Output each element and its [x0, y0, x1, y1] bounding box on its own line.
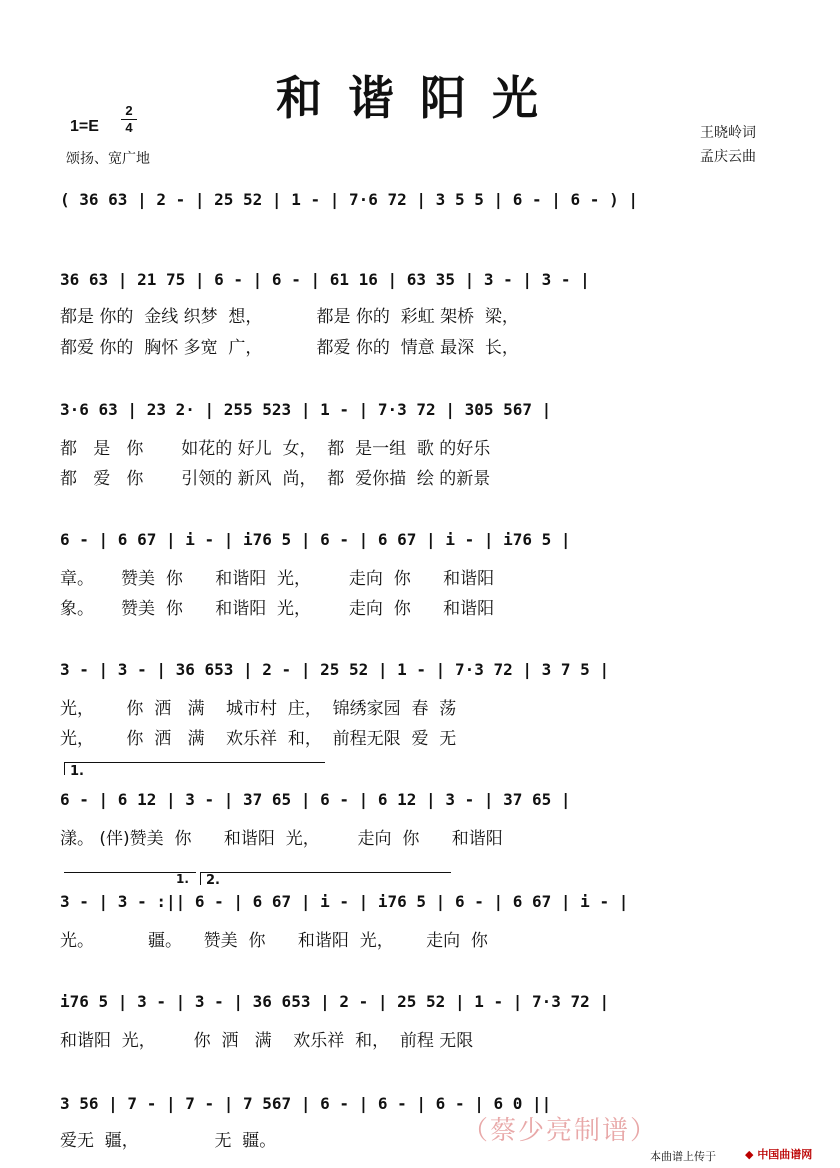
lyric-row-4-verse-2: 象。 赞美 你 和谐阳 光， 走向 你 和谐阳	[60, 599, 495, 619]
volta-1-bracket	[64, 762, 325, 775]
lyric-row-3-verse-1: 都 是 你 如花的 好儿 女， 都 是一组 歌 的好乐	[60, 439, 491, 459]
lyric-row-7: 光。 疆。 赞美 你 和谐阳 光， 走向 你	[60, 931, 488, 951]
notation-row-7: 3 - | 3 - :|| 6 - | 6 67 | i - | i76 5 | 6 - | 6 67 | i - |	[60, 892, 629, 911]
lyric-row-2-verse-1: 都是 你的 金线 织梦 想， 都是 你的 彩虹 架桥 梁，	[60, 307, 519, 327]
notation-row-6: 6 - | 6 12 | 3 - | 37 65 | 6 - | 6 12 | 3 - | 37 65 |	[60, 790, 571, 809]
site-logo-mark-icon: ◆	[745, 1148, 754, 1161]
lyric-row-2-verse-2: 都爱 你的 胸怀 多宽 广， 都爱 你的 情意 最深 长，	[60, 338, 519, 358]
meter-top: 2	[125, 103, 133, 118]
notation-row-9: 3 56 | 7 - | 7 - | 7 567 | 6 - | 6 - | 6 - | 6 0 ||	[60, 1094, 552, 1113]
song-title: 和谐阳光	[276, 71, 564, 125]
volta-2-label: 2.	[206, 873, 220, 888]
volta-1-label-second: 1.	[176, 872, 189, 886]
notation-row-8: i76 5 | 3 - | 3 - | 36 653 | 2 - | 25 52 | 1 - | 7·3 72 |	[60, 992, 610, 1011]
volta-1-label: 1.	[70, 764, 84, 779]
time-signature	[121, 104, 137, 135]
notation-row-2: 36 63 | 21 75 | 6 - | 6 - | 61 16 | 63 35 | 3 - | 3 - |	[60, 270, 590, 289]
meter-bottom: 4	[125, 120, 133, 135]
arranger-credit: （蔡少亮制谱）	[462, 1116, 659, 1146]
notation-row-3: 3·6 63 | 23 2· | 255 523 | 1 - | 7·3 72 | 305 567 |	[60, 400, 552, 419]
key-signature: 1=E	[70, 118, 99, 135]
composer-credit: 孟庆云曲	[700, 149, 756, 165]
notation-row-5: 3 - | 3 - | 36 653 | 2 - | 25 52 | 1 - | 7·3 72 | 3 7 5 |	[60, 660, 610, 679]
volta-2-bracket	[200, 872, 451, 885]
notation-row-4: 6 - | 6 67 | i - | i76 5 | 6 - | 6 67 | i - | i76 5 |	[60, 530, 571, 549]
upload-note: 本曲谱上传于	[650, 1150, 716, 1163]
lyric-row-4-verse-1: 章。 赞美 你 和谐阳 光， 走向 你 和谐阳	[60, 569, 495, 589]
site-logo	[745, 1146, 812, 1162]
tempo-marking: 颂扬、宽广地	[66, 151, 150, 167]
lyricist-credit: 王晓岭词	[700, 125, 756, 141]
lyric-row-3-verse-2: 都 爱 你 引领的 新风 尚， 都 爱你描 绘 的新景	[60, 469, 491, 489]
lyric-row-6: 漾。 (伴)赞美 你 和谐阳 光， 走向 你 和谐阳	[60, 829, 503, 849]
notation-row-1: ( 36 63 | 2 - | 25 52 | 1 - | 7·6 72 | 3 5 5 | 6 - | 6 - ) |	[60, 190, 638, 209]
site-name: 中国曲谱网	[757, 1148, 813, 1161]
lyric-row-8: 和谐阳 光， 你 洒 满 欢乐祥 和， 前程 无限	[60, 1031, 474, 1051]
lyric-row-9: 爱无 疆， 无 疆。	[60, 1131, 277, 1151]
lyric-row-5-verse-2: 光， 你 洒 满 欢乐祥 和， 前程无限 爱 无	[60, 729, 457, 749]
lyric-row-5-verse-1: 光， 你 洒 满 城市村 庄， 锦绣家园 春 荡	[60, 699, 457, 719]
